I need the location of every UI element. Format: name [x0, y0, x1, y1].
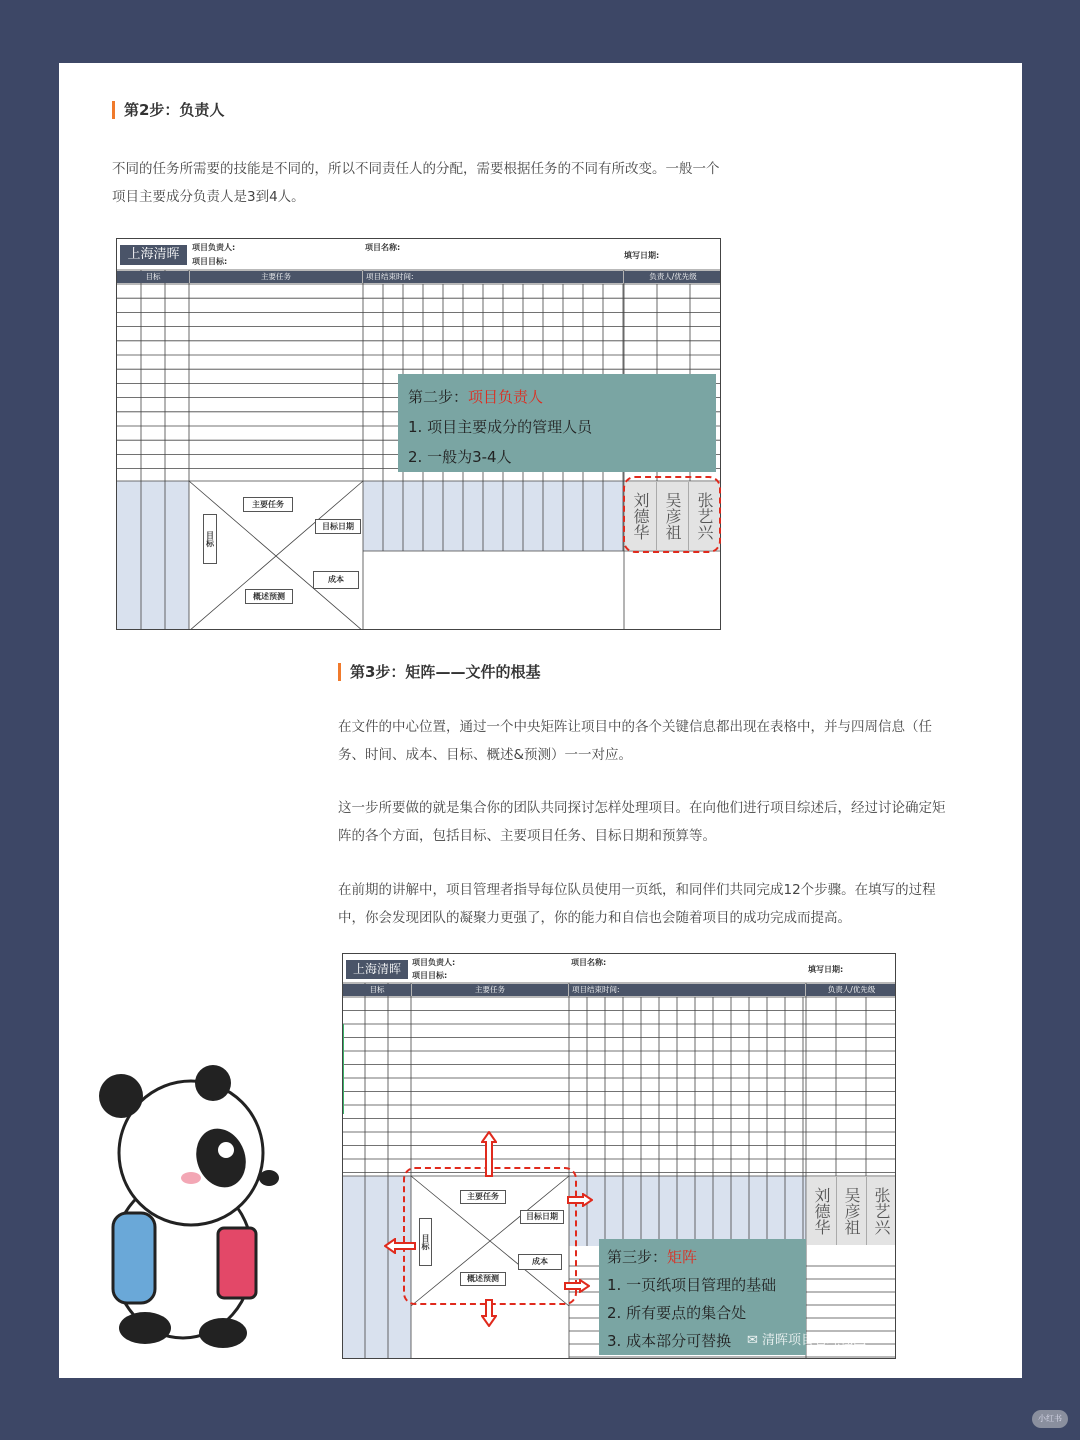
- form2-box-cost: 成本: [518, 1254, 562, 1270]
- form2-owner-name-3: 张艺兴: [867, 1177, 896, 1245]
- step3-p2-line2: 阵的各个方面，包括目标、主要项目任务、目标日期和预算等。: [338, 828, 716, 844]
- project-name-label: 项目名称:: [365, 243, 401, 252]
- xiaohongshu-badge: 小红书: [1032, 1410, 1068, 1428]
- step3-paragraph-1: [338, 713, 1008, 769]
- form2-goal-label: 项目目标:: [412, 971, 448, 980]
- col-main-task: 主要任务: [190, 271, 362, 283]
- article-page: [59, 63, 1022, 1378]
- callout1-item2: 2. 一般为3-4人: [408, 448, 512, 466]
- fill-date-label: 填写日期:: [624, 251, 660, 260]
- owner-label: 项目负责人:: [192, 243, 236, 252]
- box-goal: 目标: [203, 514, 217, 564]
- form2-col-main-task: 主要任务: [412, 984, 568, 996]
- arrow-up-icon: [481, 1131, 497, 1177]
- box-target-date: 目标日期: [315, 519, 361, 534]
- form2-owner-name-1: 刘德华: [807, 1177, 837, 1245]
- names-highlight: [623, 476, 721, 553]
- form2-owner-names: [807, 1177, 896, 1245]
- form2-box-target-date: 目标日期: [520, 1210, 564, 1224]
- form2-col-owner: 负责人/优先级: [806, 984, 896, 996]
- callout2-title-red: 矩阵: [667, 1248, 698, 1266]
- callout1-item1: 1. 项目主要成分的管理人员: [408, 418, 593, 436]
- form2-owner-label: 项目负责人:: [412, 958, 456, 967]
- col-goal: 目标: [117, 271, 189, 283]
- arrow-right-icon-2: [564, 1279, 590, 1293]
- form2-box-main-task: 主要任务: [460, 1190, 506, 1204]
- step2-callout: [398, 374, 716, 472]
- step3-p3-line2: 中，你会发现团队的凝聚力更强了，你的能力和自信也会随着项目的成功完成而提高。: [338, 910, 851, 926]
- step2-paragraph: [112, 155, 912, 211]
- watermark-text: 清晖项目管理社区: [762, 1333, 867, 1348]
- box-summary-forecast: 概述预测: [245, 589, 293, 604]
- callout1-title: 第二步：项目负责人: [408, 388, 544, 406]
- step3-p2-line1: 这一步所要做的就是集合你的团队共同探讨怎样处理项目。在向他们进行项目综述后，经过讨论确定矩: [338, 800, 946, 816]
- form2-name-label: 项目名称:: [571, 958, 607, 967]
- step3-heading: 第3步：矩阵——文件的根基: [338, 663, 540, 681]
- arrow-left-icon: [384, 1238, 416, 1254]
- step2-line2: 项目主要成分负责人是3到4人。: [112, 189, 305, 205]
- step2-heading: 第2步：负责人: [112, 101, 224, 119]
- form2-col-goal: 目标: [343, 984, 411, 996]
- callout2-item1: 1. 一页纸项目管理的基础: [607, 1276, 777, 1294]
- wechat-icon: ✉: [747, 1333, 763, 1348]
- form2-col-end-time: 项目结束时间:: [569, 984, 805, 996]
- step3-paragraph-3: [338, 876, 1008, 932]
- callout2-item3: 3. 成本部分可替换: [607, 1332, 732, 1350]
- box-cost: 成本: [313, 571, 359, 589]
- form2-box-goal: 目标: [419, 1218, 432, 1266]
- form2-box-summary-forecast: 概述预测: [460, 1272, 506, 1286]
- step3-p3-line1: 在前期的讲解中，项目管理者指导每位队员使用一页纸，和同伴们共同完成12个步骤。在填写的过程: [338, 882, 936, 898]
- owner-name-3: 张艺兴: [689, 482, 721, 550]
- callout2-item2: 2. 所有要点的集合处: [607, 1304, 747, 1322]
- col-end-time: 项目结束时间:: [363, 271, 623, 283]
- callout2-title: 第三步：矩阵: [607, 1248, 698, 1266]
- step3-paragraph-2: [338, 794, 1008, 850]
- step3-p1-line1: 在文件的中心位置，通过一个中央矩阵让项目中的各个关键信息都出现在表格中，并与四周信息（任: [338, 719, 932, 735]
- owner-name-2: 吴彦祖: [657, 482, 689, 550]
- col-owner: 负责人/优先级: [624, 271, 721, 283]
- form2-logo: 上海清晖: [346, 960, 408, 979]
- step3-p1-line2: 务、时间、成本、目标、概述&预测）一一对应。: [338, 747, 633, 763]
- arrow-down-icon: [481, 1299, 497, 1327]
- panda-mascot: [73, 1058, 293, 1358]
- form2-owner-name-2: 吴彦祖: [837, 1177, 867, 1245]
- box-main-task: 主要任务: [243, 497, 293, 512]
- arrow-right-icon: [567, 1193, 593, 1207]
- step2-line1: 不同的任务所需要的技能是不同的，所以不同责任人的分配，需要根据任务的不同有所改变。一般一个: [112, 161, 720, 177]
- watermark: [747, 1329, 866, 1348]
- goal-label: 项目目标:: [192, 257, 228, 266]
- owner-name-1: 刘德华: [625, 482, 657, 550]
- matrix-highlight: [403, 1167, 577, 1305]
- form2-date-label: 填写日期:: [808, 965, 844, 974]
- callout1-title-red: 项目负责人: [468, 388, 544, 406]
- form-logo: 上海清晖: [120, 245, 187, 265]
